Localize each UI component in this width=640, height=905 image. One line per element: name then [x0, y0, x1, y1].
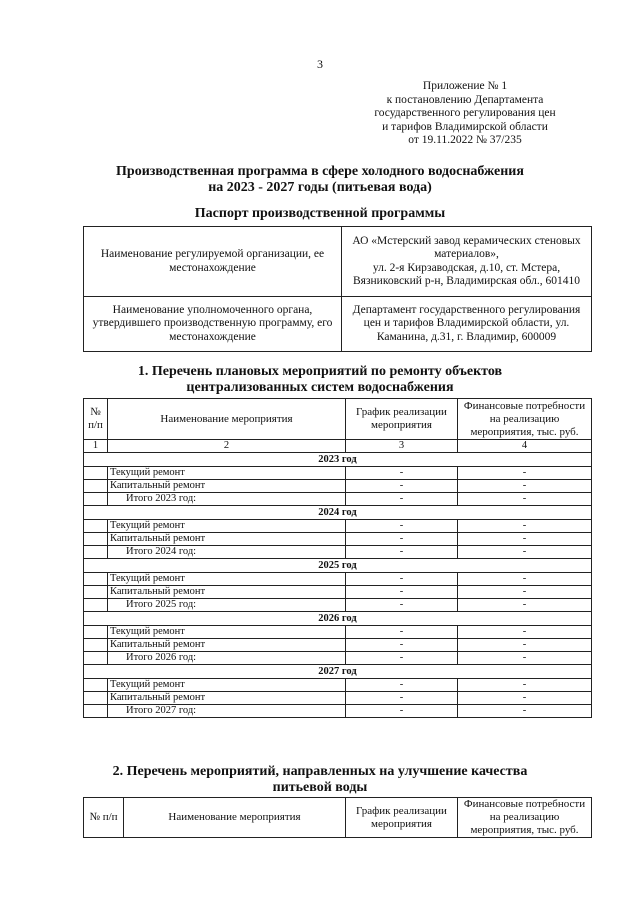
passport-title: Паспорт производственной программы [194, 206, 446, 221]
section-title-line: 2. Перечень мероприятий, направленных на улучшение качества [112, 764, 528, 779]
capital-repair-row [84, 533, 592, 546]
year-label: 2023 год [84, 453, 592, 467]
row-label: Капитальный ремонт [108, 692, 346, 705]
row-label: Текущий ремонт [108, 520, 346, 533]
year-header-row [84, 665, 592, 679]
appendix-line: от 19.11.2022 № 37/235 [408, 134, 522, 146]
row-label: Текущий ремонт [108, 573, 346, 586]
year-rows [84, 453, 592, 718]
capital-repair-row [84, 480, 592, 493]
appendix-line: государственного регулирования цен [374, 107, 556, 119]
year-label: 2027 год [84, 665, 592, 679]
title-line: на 2023 - 2027 годы (питьевая вода) [208, 180, 432, 195]
year-header-row [84, 559, 592, 573]
year-total-row [84, 493, 592, 506]
schedule-value: - [346, 705, 458, 718]
row-number [84, 573, 108, 586]
year-label: 2025 год [84, 559, 592, 573]
schedule-value: - [346, 679, 458, 692]
finance-value: - [458, 626, 592, 639]
year-header-row [84, 453, 592, 467]
capital-repair-row [84, 692, 592, 705]
schedule-value: - [346, 639, 458, 652]
row-number [84, 546, 108, 559]
header-num: № п/п [84, 399, 108, 440]
table-header-row [84, 798, 592, 838]
title-line: Производственная программа в сфере холодного водоснабжения [116, 164, 524, 179]
schedule-value: - [346, 599, 458, 612]
finance-value: - [458, 705, 592, 718]
finance-value: - [458, 480, 592, 493]
row-label: Итого 2023 год: [108, 493, 346, 506]
row-label: Текущий ремонт [108, 626, 346, 639]
passport-value [342, 227, 592, 297]
current-repair-row [84, 520, 592, 533]
row-number [84, 692, 108, 705]
current-repair-row [84, 626, 592, 639]
section-title-line: питьевой воды [272, 780, 368, 795]
row-label: Текущий ремонт [108, 467, 346, 480]
year-header-row [84, 612, 592, 626]
page-number: 3 [317, 57, 323, 71]
passport-label: Наименование регулируемой организации, ее местонахождение [84, 227, 342, 297]
repair-plan-table [83, 398, 592, 718]
row-label: Капитальный ремонт [108, 586, 346, 599]
year-label: 2026 год [84, 612, 592, 626]
year-total-row [84, 546, 592, 559]
table-header-row [84, 399, 592, 440]
column-number: 4 [458, 440, 592, 453]
capital-repair-row [84, 586, 592, 599]
header-schedule: График реализации мероприятия [346, 798, 458, 838]
schedule-value: - [346, 573, 458, 586]
year-label: 2024 год [84, 506, 592, 520]
schedule-value: - [346, 626, 458, 639]
passport-table [83, 226, 592, 352]
section1-title [0, 364, 640, 396]
year-header-row [84, 506, 592, 520]
document-title [0, 164, 640, 222]
passport-label: Наименование уполномоченного органа, утвердившего производственную программу, его местонахождение [84, 297, 342, 352]
row-label: Капитальный ремонт [108, 533, 346, 546]
schedule-value: - [346, 546, 458, 559]
capital-repair-row [84, 639, 592, 652]
appendix-header [350, 80, 580, 148]
finance-value: - [458, 692, 592, 705]
row-number [84, 533, 108, 546]
finance-value: - [458, 639, 592, 652]
row-number [84, 493, 108, 506]
column-number-row [84, 440, 592, 453]
current-repair-row [84, 573, 592, 586]
header-finance: Финансовые потребности на реализацию мероприятия, тыс. руб. [458, 399, 592, 440]
finance-value: - [458, 586, 592, 599]
row-label: Итого 2025 год: [108, 599, 346, 612]
schedule-value: - [346, 652, 458, 665]
finance-value: - [458, 533, 592, 546]
schedule-value: - [346, 480, 458, 493]
row-label: Итого 2026 год: [108, 652, 346, 665]
header-num: № п/п [84, 798, 124, 838]
year-total-row [84, 599, 592, 612]
row-number [84, 679, 108, 692]
column-number: 3 [346, 440, 458, 453]
year-total-row [84, 652, 592, 665]
finance-value: - [458, 546, 592, 559]
quality-plan-table [83, 797, 592, 838]
schedule-value: - [346, 586, 458, 599]
row-label: Капитальный ремонт [108, 639, 346, 652]
row-number [84, 652, 108, 665]
finance-value: - [458, 599, 592, 612]
column-number: 1 [84, 440, 108, 453]
row-number [84, 626, 108, 639]
header-finance: Финансовые потребности на реализацию мероприятия, тыс. руб. [458, 798, 592, 838]
row-number [84, 467, 108, 480]
finance-value: - [458, 652, 592, 665]
row-number [84, 639, 108, 652]
year-total-row [84, 705, 592, 718]
header-schedule: График реализации мероприятия [346, 399, 458, 440]
row-number [84, 480, 108, 493]
finance-value: - [458, 520, 592, 533]
schedule-value: - [346, 520, 458, 533]
header-name: Наименование мероприятия [124, 798, 346, 838]
current-repair-row [84, 679, 592, 692]
current-repair-row [84, 467, 592, 480]
row-number [84, 705, 108, 718]
finance-value: - [458, 573, 592, 586]
row-label: Текущий ремонт [108, 679, 346, 692]
section-title-line: 1. Перечень плановых мероприятий по ремонту объектов [137, 364, 503, 379]
row-label: Итого 2027 год: [108, 705, 346, 718]
row-label: Итого 2024 год: [108, 546, 346, 559]
passport-value-org: АО «Мстерский завод керамических стеновых материалов», [352, 234, 581, 260]
schedule-value: - [346, 467, 458, 480]
passport-value: Департамент государственного регулирования цен и тарифов Владимирской области, ул. Каманина, д.31, г. Владимир, 600009 [342, 297, 592, 352]
row-label: Капитальный ремонт [108, 480, 346, 493]
schedule-value: - [346, 493, 458, 506]
finance-value: - [458, 679, 592, 692]
row-number [84, 599, 108, 612]
section2-title [0, 764, 640, 796]
row-number [84, 586, 108, 599]
schedule-value: - [346, 533, 458, 546]
appendix-line: и тарифов Владимирской области [382, 120, 548, 133]
schedule-value: - [346, 692, 458, 705]
section-title-line: централизованных систем водоснабжения [186, 380, 454, 395]
appendix-line: Приложение № 1 [422, 80, 508, 92]
appendix-line: к постановлению Департамента [386, 93, 544, 106]
finance-value: - [458, 493, 592, 506]
header-name: Наименование мероприятия [108, 399, 346, 440]
column-number: 2 [108, 440, 346, 453]
row-number [84, 520, 108, 533]
passport-value-address: ул. 2-я Кирзаводская, д.10, ст. Мстера, Вязниковский р-н, Владимирская обл., 601410 [353, 261, 580, 287]
finance-value: - [458, 467, 592, 480]
